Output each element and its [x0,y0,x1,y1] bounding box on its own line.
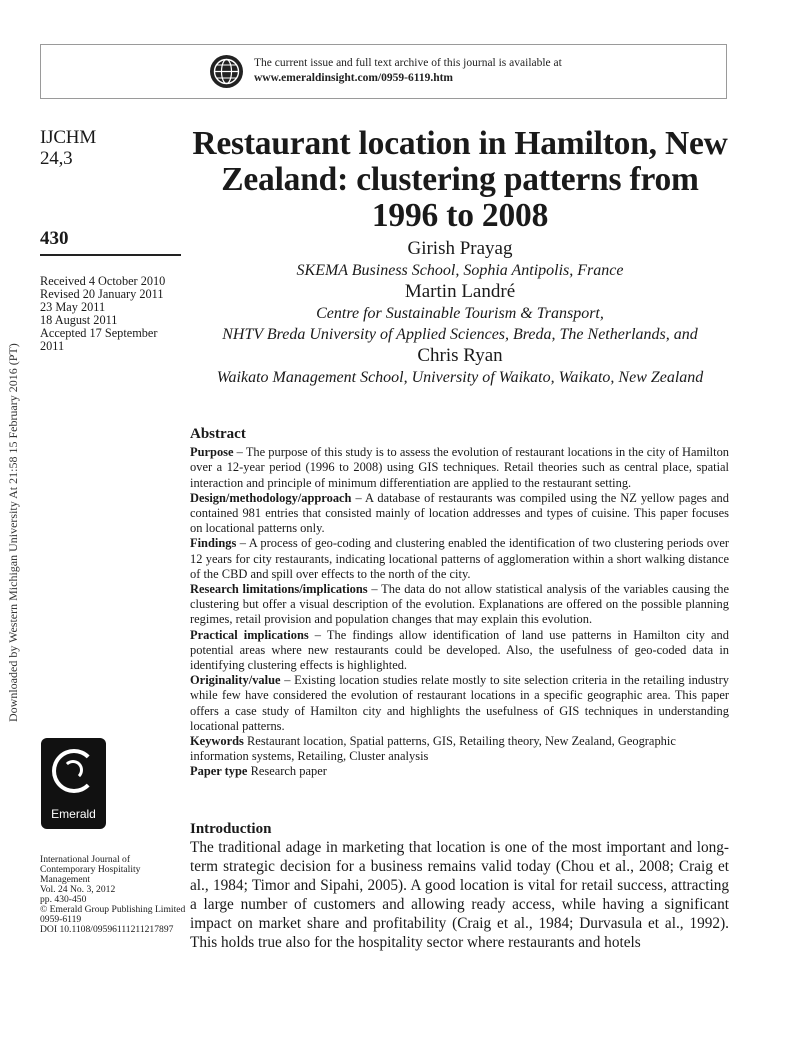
paper-type [190,764,729,779]
abstract-item-label: Originality/value [190,673,281,688]
author-name: Chris Ryan [417,345,503,366]
abstract-item [190,491,729,537]
abstract-item [190,673,729,734]
abstract-item-text: The data do not allow statistical analysis of the variables causing the clustering but offer a visual description of the evolution. Explanations are offered on the possible planning regimes, retail provision and population changes that may explain this evolution. [190,582,729,627]
introduction-body: The traditional adage in marketing that location is one of the most important and long-term strategic decision for a business remains valid today (Chou et al., 2008; Craig et al., 1984; Timor and Sipahi, 2005). A good location is vital for retail success, attracting a large number of customers and allowing ready access, while having a significant impact on market share and profitability (Craig et al., 1984; Durvasula et al., 1992). This holds true also for the hospitality sector where restaurants and hotels [190,839,729,951]
abstract-item-sep: – [367,582,382,597]
abstract-item-sep: – [308,627,327,642]
pubinfo-line: Contemporary Hospitality [40,864,141,875]
abstract-item-text: A database of restaurants was compiled using the NZ yellow pages and contained 981 entries that consisted mainly of location addresses and types of cuisine. This paper focuses on locational patterns only. [190,490,729,536]
emerald-ring-inner-icon [63,760,83,780]
author-name: Martin Landré [404,281,516,302]
abstract-item-text: The purpose of this study is to assess the evolution of restaurant locations in the city of Hamilton over a 12-year period (1996 to 2008) using GIS techniques. Retail theories such as central place, spatial interaction and principle of minimum differentiation are applied to the restaurant setting. [190,445,730,490]
abstract-section [190,427,729,780]
abstract-item-text: The findings allow identification of land use patterns in Hamilton city and potential areas where new restaurants could be developed. Also, the usefulness of geo-coded data in identifying clustering effects is highlighted. [190,627,729,673]
author-affiliation: SKEMA Business School, Sophia Antipolis, France [296,262,624,279]
abstract-item [190,536,729,582]
keywords [190,734,729,764]
publication-info [40,855,190,935]
abstract-item-sep: – [233,445,246,460]
emerald-logo-word: Emerald [51,807,96,821]
abstract-item [190,582,729,628]
globe-icon [210,55,243,88]
paper-type-text: Research paper [250,764,327,779]
abstract-item-sep: – [280,673,295,688]
journal-code [40,127,96,169]
journal-url-link[interactable]: www.emeraldinsight.com/0959-6119.htm [254,72,454,84]
article-history [40,275,185,353]
history-line: 2011 [40,339,65,353]
abstract-item-label: Purpose [190,445,234,460]
divider [40,254,181,256]
introduction-section [190,821,729,952]
article-title: Restaurant location in Hamilton, New Zealand: clustering patterns from 1996 to 2008 [192,125,728,234]
pubinfo-line: Management [40,874,91,885]
keywords-text: Restaurant location, Spatial patterns, GIS, Retailing theory, New Zealand, Geographic information systems, Retailing, Cluster analysis [190,734,676,764]
history-line: Received 4 October 2010 [40,274,166,288]
abstract-item-label: Research limitations/implications [190,582,368,597]
author-block [185,238,735,388]
journal-volume: 24,3 [40,148,73,169]
page-number: 430 [40,228,69,249]
abstract-item-label: Design/methodology/approach [190,490,352,505]
abstract-item-text: A process of geo-coding and clustering enabled the identification of two clustering periods over 12 years for city restaurants, indicating locational patterns of agglomeration within a short walking distance of the CBD and spill over effects to the north of the city. [190,536,729,581]
keywords-label: Keywords [190,734,244,749]
abstract-heading: Abstract [190,426,246,442]
abstract-item-label: Findings [190,536,237,551]
banner-text [254,56,562,86]
history-line: Accepted 17 September [40,326,158,340]
abstract-item-sep: – [351,490,366,505]
paper-type-label: Paper type [190,764,248,779]
history-line: 23 May 2011 [40,300,106,314]
abstract-item [190,628,729,674]
pubinfo-line: DOI 10.1108/09596111211217897 [40,924,174,935]
history-line: 18 August 2011 [40,313,118,327]
download-stamp: Downloaded by Western Michigan University At 21:58 15 February 2016 (PT) [6,343,20,722]
author-name: Girish Prayag [407,238,513,259]
introduction-heading: Introduction [190,821,272,837]
journal-abbrev: IJCHM [40,127,97,148]
emerald-logo [41,738,106,829]
abstract-item-sep: – [236,536,249,551]
pubinfo-line: 0959-6119 [40,914,82,925]
history-line: Revised 20 January 2011 [40,287,164,301]
author-affiliation: NHTV Breda University of Applied Sciences, Breda, The Netherlands, and [222,326,698,343]
author-affiliation: Waikato Management School, University of Waikato, Waikato, New Zealand [216,369,704,386]
journal-archive-banner [40,44,727,99]
pubinfo-line: © Emerald Group Publishing Limited [40,904,186,915]
pubinfo-line: Vol. 24 No. 3, 2012 [40,884,116,895]
pubinfo-line: International Journal of [40,854,131,865]
author-affiliation: Centre for Sustainable Tourism & Transport, [316,305,604,322]
pubinfo-line: pp. 430-450 [40,894,87,905]
abstract-item-label: Practical implications [190,627,309,642]
banner-line-1: The current issue and full text archive of this journal is available at [254,57,562,69]
abstract-item-text: Existing location studies relate mostly to site selection criteria in the retailing industry while few have considered the evolution of restaurant locations in a specific geographic area. This paper offers a case study of Hamilton city and highlights the usefulness of GIS techniques in understanding locational patterns. [190,673,729,733]
abstract-item [190,445,729,491]
